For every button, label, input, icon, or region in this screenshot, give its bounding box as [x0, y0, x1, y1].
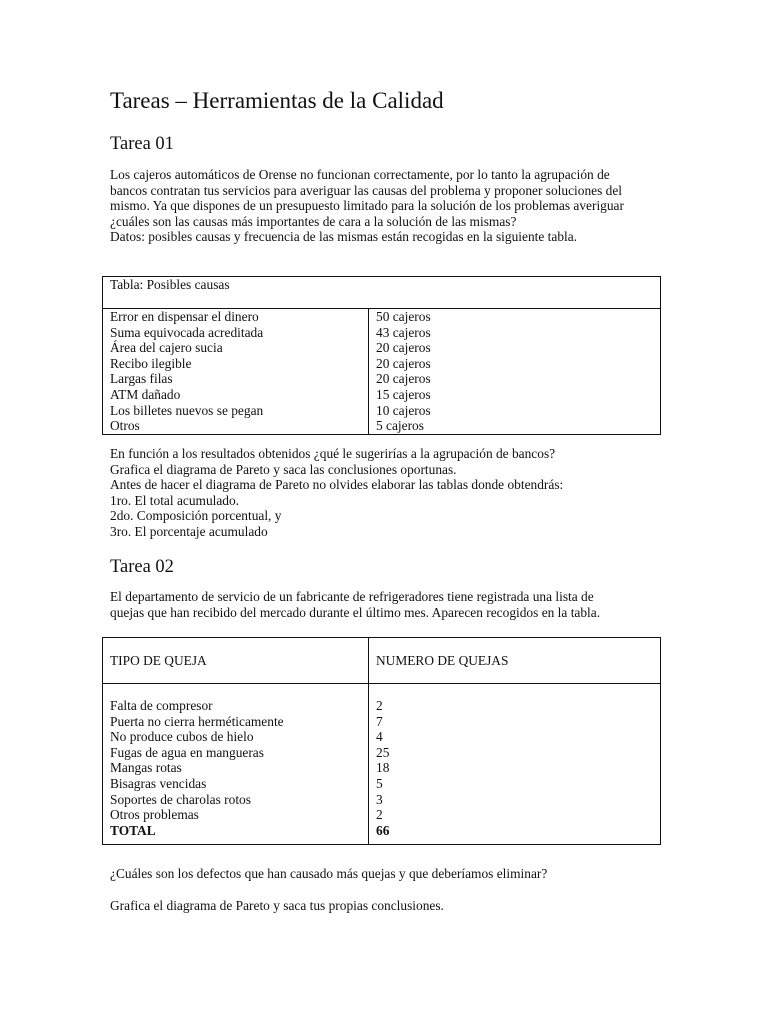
complaint-count: 5	[376, 775, 383, 791]
complaint-count: 2	[376, 807, 383, 823]
count-item: 20 cajeros	[376, 371, 431, 387]
instruction-line: Grafica el diagrama de Pareto y saca las conclusiones oportunas.	[110, 461, 457, 477]
cause-item: Otros	[110, 418, 140, 434]
quejas-table	[102, 637, 661, 845]
count-item: 15 cajeros	[376, 386, 431, 402]
instruction-line: 1ro. El total acumulado.	[110, 492, 240, 508]
cause-item: ATM dañado	[110, 386, 181, 402]
question-line: ¿Cuáles son los defectos que han causado más quejas y que deberíamos eliminar?	[110, 866, 548, 881]
total-value: 66	[376, 822, 390, 838]
instruction-line: 2do. Composición porcentual, y	[110, 508, 282, 524]
instruction-line: 3ro. El porcentaje acumulado	[110, 523, 268, 539]
causes-column	[103, 309, 369, 435]
tarea-01-intro	[110, 167, 670, 245]
complaint-type: No produce cubos de hielo	[110, 729, 254, 745]
counts-column	[369, 309, 661, 435]
complaint-type: Soportes de charolas rotos	[110, 791, 251, 807]
count-item: 43 cajeros	[376, 324, 431, 340]
complaint-type: Falta de compresor	[110, 698, 213, 713]
tarea-02-instruction	[110, 898, 670, 914]
count-item: 20 cajeros	[376, 355, 431, 371]
intro-line: ¿cuáles son las causas más importantes de cara a la solución de las mismas?	[110, 213, 517, 229]
instruction-line: Grafica el diagrama de Pareto y saca tus propias conclusiones.	[110, 898, 444, 913]
posibles-causas-table	[102, 276, 661, 435]
types-column	[103, 684, 369, 845]
intro-line: mismo. Ya que dispones de un presupuesto limitado para la solución de los problemas averiguar	[110, 198, 624, 214]
cause-item: Área del cajero sucia	[110, 340, 223, 356]
intro-line: El departamento de servicio de un fabricante de refrigeradores tiene registrada una lista de	[110, 589, 594, 604]
cause-item: Recibo ilegible	[110, 355, 192, 371]
table-caption-row	[103, 277, 661, 309]
complaint-count: 25	[376, 744, 390, 760]
count-item: 5 cajeros	[376, 418, 424, 434]
cause-item: Error en dispensar el dinero	[110, 309, 259, 324]
instruction-line: En función a los resultados obtenidos ¿qué le sugerirías a la agrupación de bancos?	[110, 446, 556, 461]
complaint-type: Bisagras vencidas	[110, 775, 207, 791]
count-item: 10 cajeros	[376, 402, 431, 418]
header-numero-de-quejas: NUMERO DE QUEJAS	[369, 638, 661, 684]
table-caption: Tabla: Posibles causas	[103, 277, 661, 309]
complaint-count: 4	[376, 729, 383, 745]
table-body-row	[103, 309, 661, 435]
total-label: TOTAL	[110, 822, 156, 838]
count-item: 20 cajeros	[376, 340, 431, 356]
tarea-02-heading: Tarea 02	[110, 557, 174, 577]
table-header-row	[103, 638, 661, 684]
intro-line: Datos: posibles causas y frecuencia de las mismas están recogidas en la siguiente tabla.	[110, 229, 578, 245]
complaint-count: 18	[376, 760, 390, 776]
complaint-type: Puerta no cierra herméticamente	[110, 713, 284, 729]
complaint-type: Fugas de agua en mangueras	[110, 744, 264, 760]
intro-line: bancos contratan tus servicios para averiguar las causas del problema y proponer soluciones del	[110, 182, 623, 198]
cause-item: Largas filas	[110, 371, 173, 387]
header-tipo-de-queja: TIPO DE QUEJA	[103, 638, 369, 684]
intro-line: quejas que han recibido del mercado durante el último mes. Aparecen recogidos en la tabla.	[110, 604, 601, 620]
instruction-line: Antes de hacer el diagrama de Pareto no olvides elaborar las tablas donde obtendrás:	[110, 477, 564, 493]
complaint-type: Mangas rotas	[110, 760, 182, 776]
complaint-count: 2	[376, 698, 383, 713]
complaint-count: 3	[376, 791, 383, 807]
count-item: 50 cajeros	[376, 309, 431, 324]
tarea-02-intro	[110, 589, 670, 620]
complaint-type: Otros problemas	[110, 807, 199, 823]
tarea-01-heading: Tarea 01	[110, 134, 174, 154]
intro-line: Los cajeros automáticos de Orense no funcionan correctamente, por lo tanto la agrupación de	[110, 167, 610, 182]
table-body-row	[103, 684, 661, 845]
cause-item: Suma equivocada acreditada	[110, 324, 264, 340]
counts-column	[369, 684, 661, 845]
document-title: Tareas – Herramientas de la Calidad	[110, 88, 444, 113]
tarea-02-question	[110, 866, 670, 882]
complaint-count: 7	[376, 713, 383, 729]
cause-item: Los billetes nuevos se pegan	[110, 402, 264, 418]
tarea-01-instructions	[110, 446, 670, 540]
